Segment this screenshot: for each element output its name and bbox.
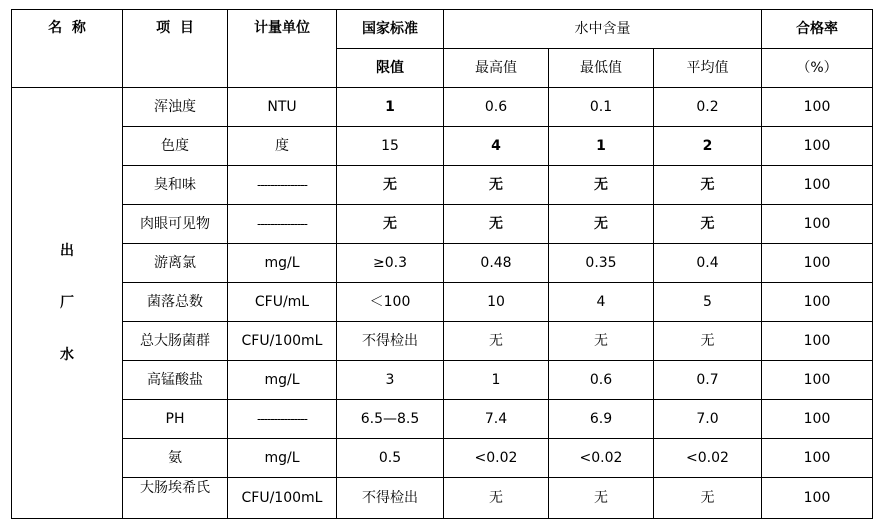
table-row [12, 322, 873, 361]
header-row-1 [12, 10, 873, 49]
cell-min: 无 [549, 478, 654, 519]
cell-unit: mg/L [228, 439, 337, 478]
header-content: 水中含量 [444, 10, 762, 49]
header-name: 名 称 [12, 10, 123, 88]
cell-min: <0.02 [549, 439, 654, 478]
cell-avg: 无 [654, 478, 762, 519]
table-row [12, 244, 873, 283]
cell-item: 浑浊度 [123, 88, 228, 127]
table-row [12, 283, 873, 322]
cell-unit: CFU/100mL [228, 322, 337, 361]
table-row [12, 361, 873, 400]
cell-unit: CFU/100mL [228, 478, 337, 519]
cell-avg: 无 [654, 322, 762, 361]
cell-rate: 100 [762, 244, 873, 283]
cell-unit: --------------- [228, 400, 337, 439]
header-standard-line2: 限值 [337, 49, 444, 88]
table-row [12, 478, 873, 519]
cell-min: 无 [549, 166, 654, 205]
water-quality-table [11, 9, 873, 519]
cell-unit: --------------- [228, 166, 337, 205]
cell-avg: 5 [654, 283, 762, 322]
cell-rate: 100 [762, 322, 873, 361]
group-name-char: 厂 [60, 295, 74, 311]
cell-rate: 100 [762, 205, 873, 244]
cell-min: 无 [549, 322, 654, 361]
header-standard-line1: 国家标准 [337, 10, 444, 49]
cell-min: 0.35 [549, 244, 654, 283]
header-max: 最高值 [444, 49, 549, 88]
cell-avg: 0.7 [654, 361, 762, 400]
cell-item: 总大肠菌群 [123, 322, 228, 361]
cell-max: 7.4 [444, 400, 549, 439]
cell-rate: 100 [762, 478, 873, 519]
cell-standard: 15 [337, 127, 444, 166]
cell-rate: 100 [762, 88, 873, 127]
cell-standard: 无 [337, 205, 444, 244]
cell-max: 无 [444, 205, 549, 244]
cell-rate: 100 [762, 166, 873, 205]
cell-unit: NTU [228, 88, 337, 127]
cell-unit: CFU/mL [228, 283, 337, 322]
cell-avg: 2 [654, 127, 762, 166]
cell-standard: ＜100 [337, 283, 444, 322]
cell-avg: 0.2 [654, 88, 762, 127]
cell-standard: 不得检出 [337, 322, 444, 361]
cell-rate: 100 [762, 400, 873, 439]
cell-standard: 3 [337, 361, 444, 400]
cell-avg: 7.0 [654, 400, 762, 439]
header-pass-rate: 合格率 [762, 10, 873, 49]
cell-max: 4 [444, 127, 549, 166]
cell-item: 高锰酸盐 [123, 361, 228, 400]
cell-item: 氨 [123, 439, 228, 478]
cell-avg: 无 [654, 166, 762, 205]
cell-item: 臭和味 [123, 166, 228, 205]
cell-rate: 100 [762, 439, 873, 478]
cell-min: 6.9 [549, 400, 654, 439]
cell-min: 0.6 [549, 361, 654, 400]
cell-rate: 100 [762, 127, 873, 166]
cell-item: 菌落总数 [123, 283, 228, 322]
group-name-char: 出 [60, 243, 74, 259]
cell-standard: 不得检出 [337, 478, 444, 519]
group-name-cell [12, 88, 123, 519]
cell-rate: 100 [762, 283, 873, 322]
cell-avg: 无 [654, 205, 762, 244]
header-min: 最低值 [549, 49, 654, 88]
header-item: 项 目 [123, 10, 228, 88]
header-avg: 平均值 [654, 49, 762, 88]
table-row [12, 439, 873, 478]
cell-standard: 6.5—8.5 [337, 400, 444, 439]
cell-max: 0.6 [444, 88, 549, 127]
cell-min: 1 [549, 127, 654, 166]
cell-min: 4 [549, 283, 654, 322]
cell-avg: <0.02 [654, 439, 762, 478]
cell-min: 0.1 [549, 88, 654, 127]
cell-item: 色度 [123, 127, 228, 166]
header-pass-rate-unit: （%） [762, 49, 873, 88]
table-row [12, 166, 873, 205]
cell-standard: 1 [337, 88, 444, 127]
cell-item: 肉眼可见物 [123, 205, 228, 244]
table-row [12, 127, 873, 166]
cell-max: 无 [444, 166, 549, 205]
cell-rate: 100 [762, 361, 873, 400]
cell-max: 无 [444, 478, 549, 519]
cell-max: 无 [444, 322, 549, 361]
cell-item: 大肠埃希氏 [123, 478, 228, 519]
cell-max: 0.48 [444, 244, 549, 283]
cell-standard: ≥0.3 [337, 244, 444, 283]
table-row [12, 88, 873, 127]
cell-max: 1 [444, 361, 549, 400]
cell-item: 游离氯 [123, 244, 228, 283]
cell-unit: 度 [228, 127, 337, 166]
cell-standard: 无 [337, 166, 444, 205]
header-unit: 计量单位 [228, 10, 337, 88]
group-name-char: 水 [60, 347, 74, 363]
table-row [12, 400, 873, 439]
cell-item: PH [123, 400, 228, 439]
table-row [12, 205, 873, 244]
cell-unit: --------------- [228, 205, 337, 244]
cell-standard: 0.5 [337, 439, 444, 478]
cell-unit: mg/L [228, 244, 337, 283]
cell-unit: mg/L [228, 361, 337, 400]
cell-avg: 0.4 [654, 244, 762, 283]
cell-max: 10 [444, 283, 549, 322]
cell-max: <0.02 [444, 439, 549, 478]
cell-min: 无 [549, 205, 654, 244]
